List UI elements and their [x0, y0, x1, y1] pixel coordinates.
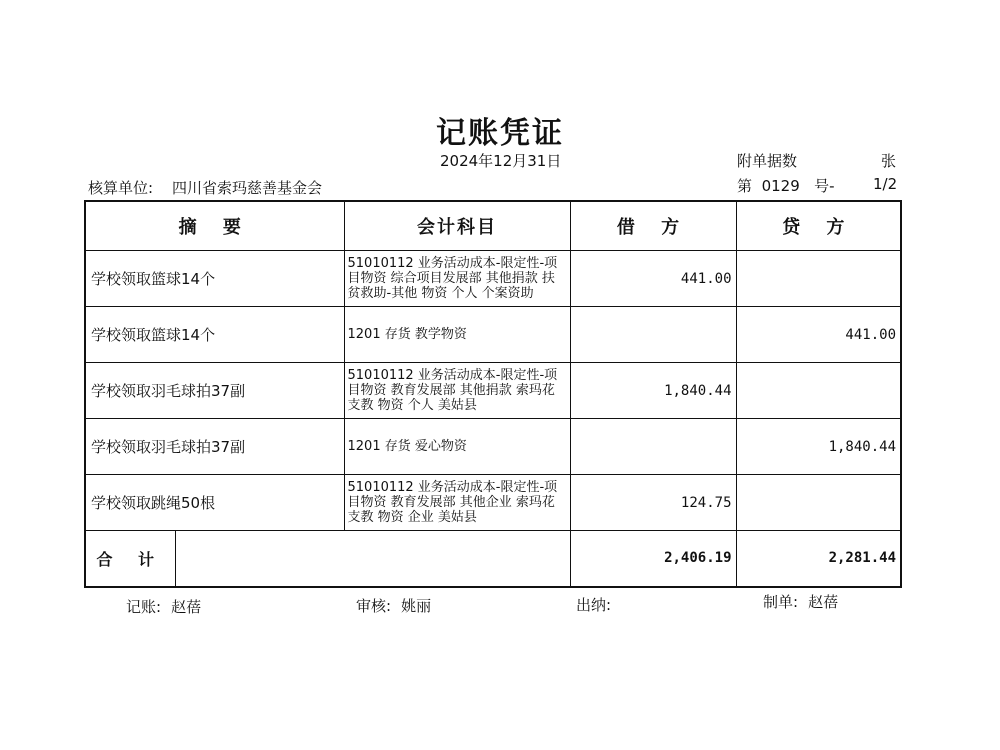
row-subject: 51010112 业务活动成本-限定性-项目物资 综合项目发展部 其他捐款 扶贫救助-其他 物资 个人 个案资助 [344, 251, 570, 307]
accounting-unit-name: 四川省索玛慈善基金会 [172, 179, 323, 197]
signature-maker [763, 591, 838, 612]
voucher-number-value: 0129 [761, 177, 800, 195]
voucher-date: 2024年12月31日 [440, 152, 562, 170]
voucher-number-prefix: 第 [737, 177, 753, 195]
cashier-label: 出纳: [576, 596, 612, 614]
attachments-label: 附单据数 [737, 152, 798, 170]
voucher-number [737, 175, 834, 196]
row-debit [570, 419, 736, 475]
row-subject: 1201 存货 教学物资 [344, 307, 570, 363]
row-credit [736, 363, 901, 419]
row-subject: 51010112 业务活动成本-限定性-项目物资 教育发展部 其他捐款 索玛花支教 物资 个人 美姑县 [344, 363, 570, 419]
header-summary: 摘 要 [85, 201, 344, 251]
row-debit: 441.00 [570, 251, 736, 307]
row-summary: 学校领取跳绳50根 [85, 475, 344, 531]
table-row [85, 251, 901, 307]
table-row [85, 307, 901, 363]
header-credit: 贷 方 [736, 201, 901, 251]
row-summary: 学校领取羽毛球拍37副 [85, 419, 344, 475]
signature-cashier [576, 594, 621, 615]
row-summary: 学校领取羽毛球拍37副 [85, 363, 344, 419]
row-credit: 441.00 [736, 307, 901, 363]
row-credit [736, 475, 901, 531]
table-row [85, 363, 901, 419]
accounting-unit-label: 核算单位: [88, 179, 154, 197]
table-header-row [85, 201, 901, 251]
voucher-page: 1/2 [873, 175, 898, 193]
signature-bookkeeper [126, 596, 201, 617]
row-subject: 1201 存货 爱心物资 [344, 419, 570, 475]
signature-auditor [356, 595, 431, 616]
header-subject: 会计科目 [344, 201, 570, 251]
row-summary: 学校领取篮球14个 [85, 307, 344, 363]
row-debit: 124.75 [570, 475, 736, 531]
voucher-table [84, 200, 902, 588]
attachments-unit: 张 [881, 152, 897, 170]
row-credit: 1,840.44 [736, 419, 901, 475]
maker-name: 赵蓓 [808, 593, 839, 611]
header-debit: 借 方 [570, 201, 736, 251]
bookkeeper-name: 赵蓓 [171, 598, 202, 616]
maker-label: 制单: [763, 593, 799, 611]
bookkeeper-label: 记账: [126, 598, 162, 616]
auditor-label: 审核: [356, 597, 392, 615]
table-row [85, 419, 901, 475]
voucher-title: 记账凭证 [436, 116, 564, 151]
total-blank [175, 531, 570, 587]
total-label: 合 计 [85, 531, 175, 587]
row-credit [736, 251, 901, 307]
row-debit [570, 307, 736, 363]
voucher-number-suffix: 号- [814, 177, 835, 195]
total-row [85, 531, 901, 587]
row-summary: 学校领取篮球14个 [85, 251, 344, 307]
row-subject: 51010112 业务活动成本-限定性-项目物资 教育发展部 其他企业 索玛花支教 物资 企业 美姑县 [344, 475, 570, 531]
auditor-name: 姚丽 [401, 597, 432, 615]
row-debit: 1,840.44 [570, 363, 736, 419]
total-debit: 2,406.19 [570, 531, 736, 587]
table-row [85, 475, 901, 531]
total-credit: 2,281.44 [736, 531, 901, 587]
